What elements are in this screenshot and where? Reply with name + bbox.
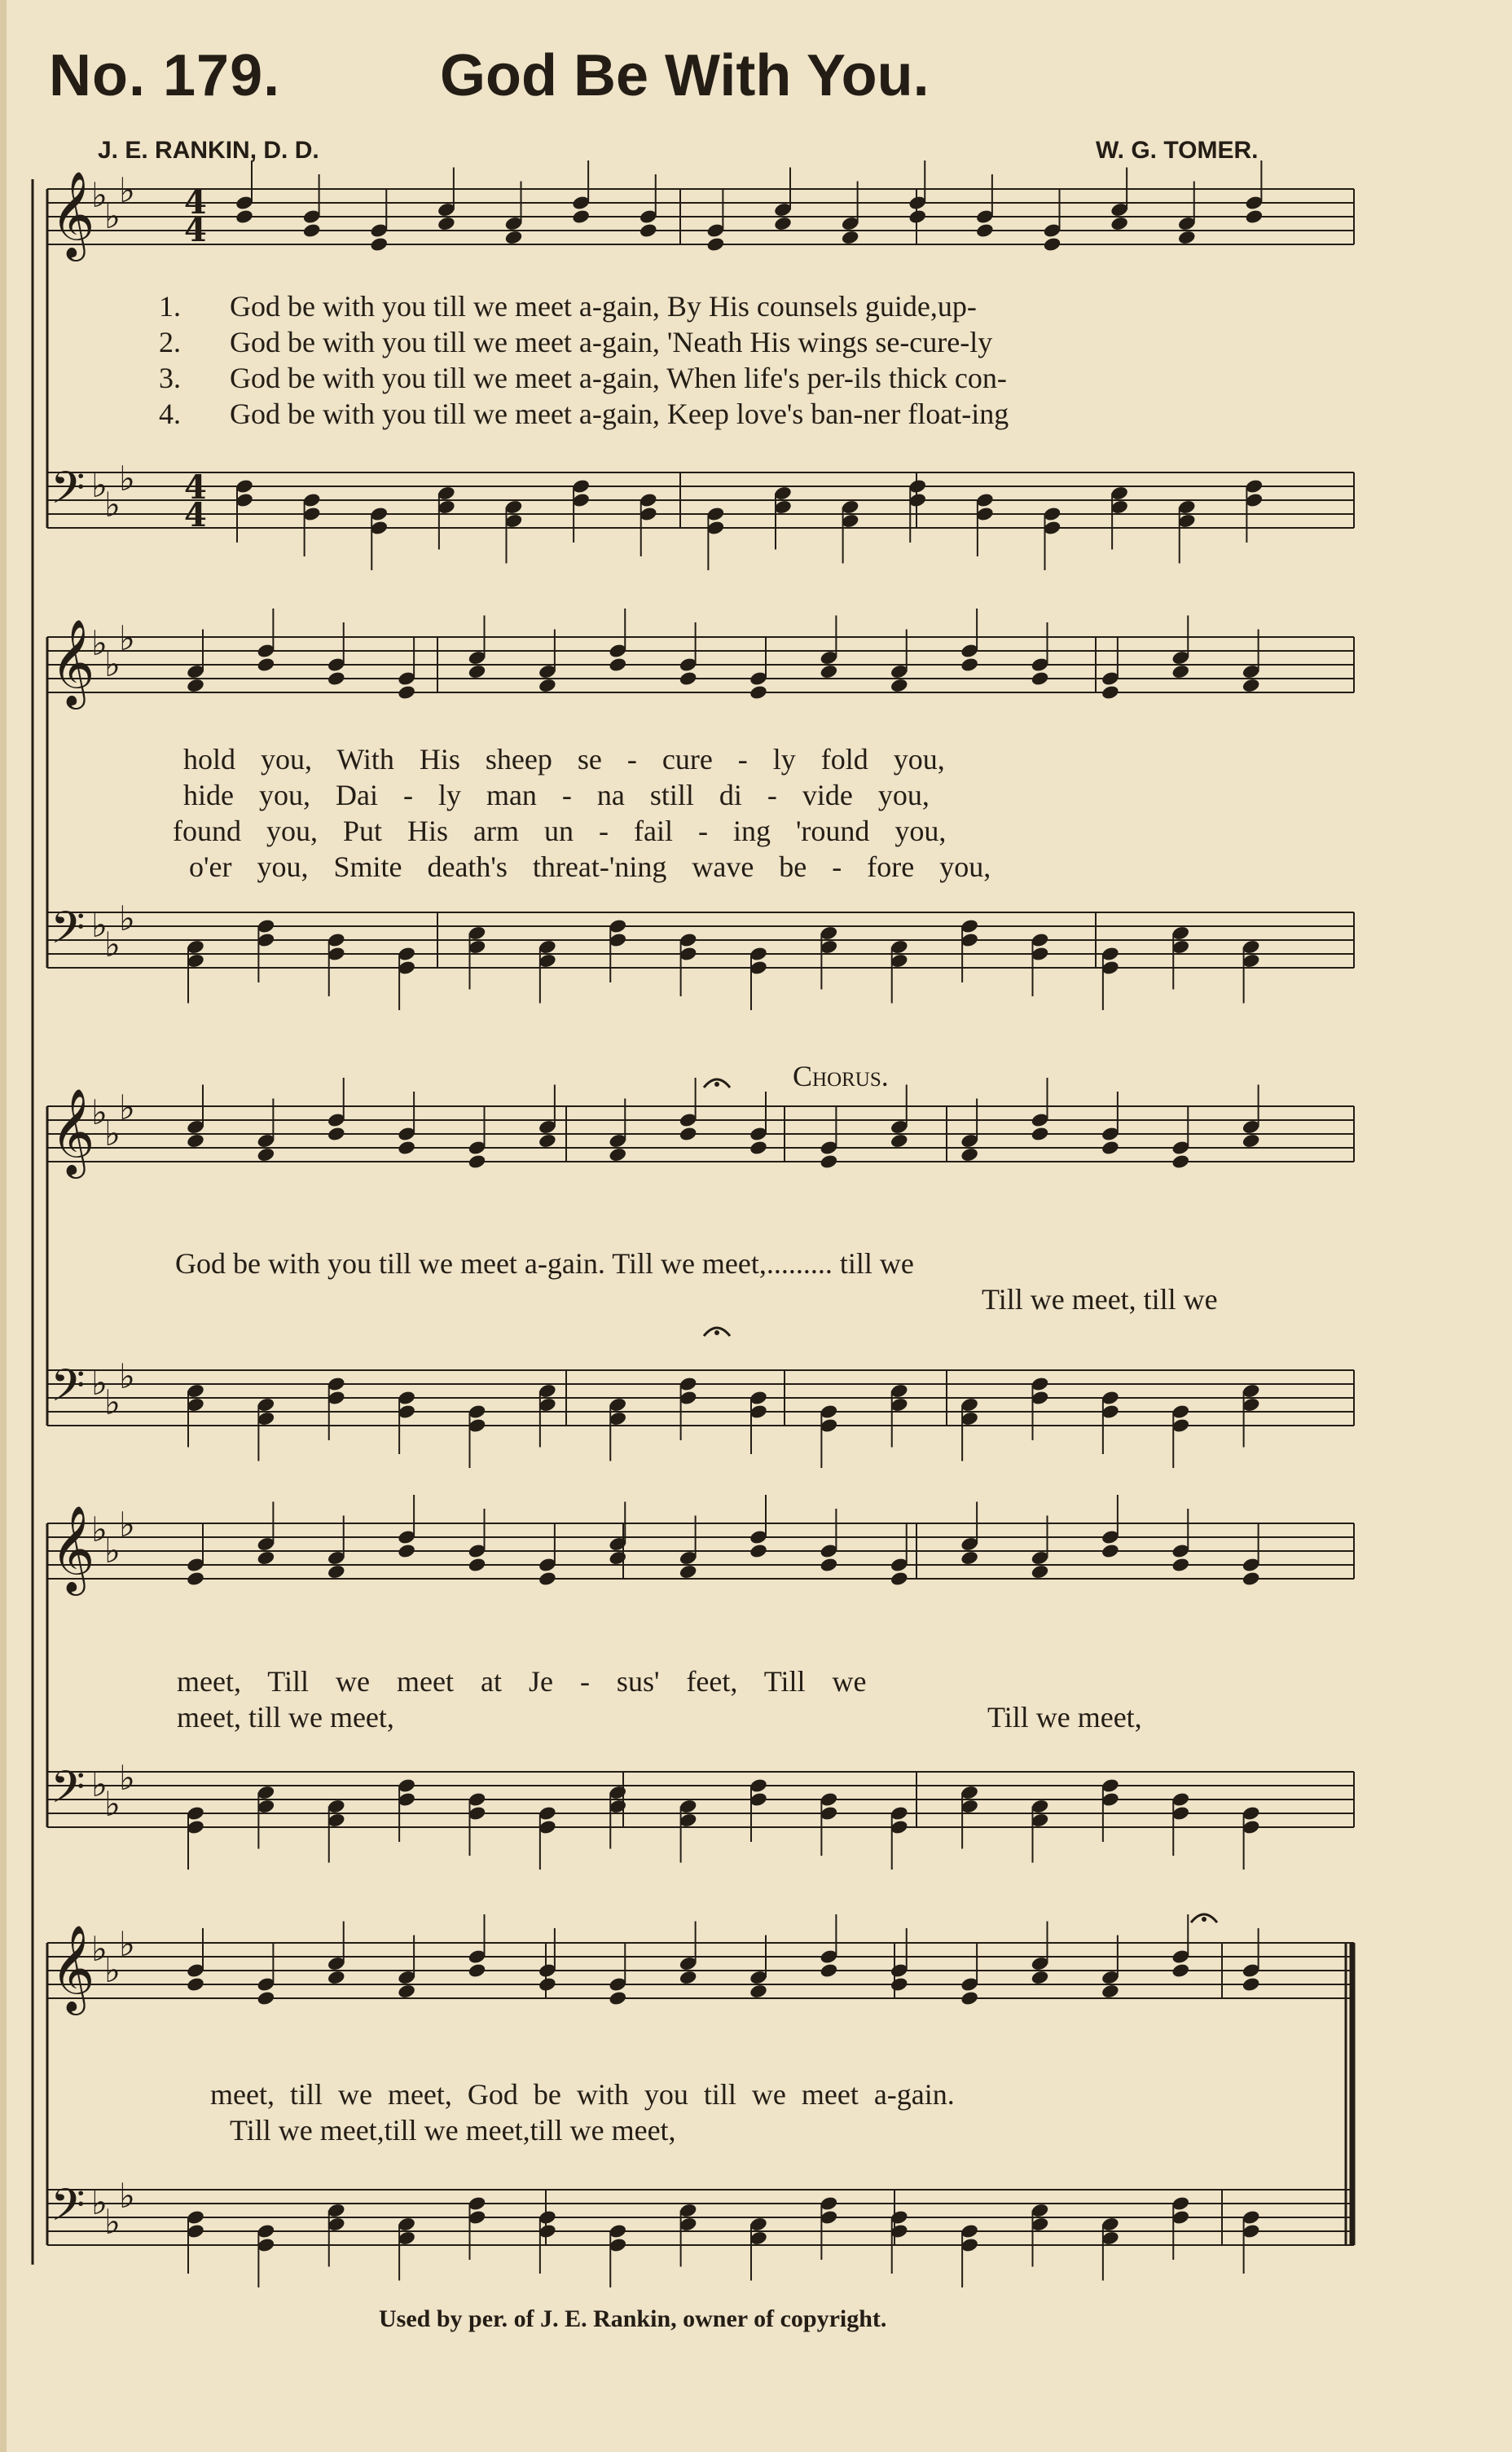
key-flat: ♭ — [119, 899, 135, 938]
note-head — [608, 1990, 627, 2006]
note-head — [1242, 1571, 1261, 1587]
note-head — [327, 670, 346, 687]
note-head — [257, 1550, 276, 1567]
note-head — [608, 1550, 627, 1567]
key-flat: ♭ — [91, 1363, 108, 1403]
note-head — [890, 678, 909, 694]
note-head — [1031, 1126, 1050, 1142]
note-head — [679, 1970, 698, 1986]
note-head — [1242, 1133, 1261, 1149]
note-head — [1171, 1962, 1190, 1979]
verse-number: 3. — [159, 362, 181, 394]
note-head — [749, 1140, 768, 1156]
fermata-dot — [714, 1082, 719, 1087]
note-head — [749, 684, 768, 701]
note-head — [890, 1133, 909, 1149]
note-head — [1171, 664, 1190, 680]
bass-clef: 𝄢 — [51, 1360, 86, 1422]
note-head — [538, 1571, 557, 1587]
key-flat: ♭ — [119, 1758, 135, 1798]
key-flat: ♭ — [119, 170, 135, 210]
verse-number: 2. — [159, 326, 181, 358]
note-head — [1031, 1564, 1050, 1580]
key-flat: ♭ — [91, 1092, 108, 1132]
note-head — [679, 1564, 698, 1580]
note-head — [327, 1126, 346, 1142]
key-flat: ♭ — [104, 1950, 121, 1990]
chorus-lyric-line: Till we meet,till we meet,till we meet, — [230, 2114, 676, 2147]
note-head — [1110, 216, 1129, 232]
treble-clef: 𝄞 — [51, 618, 95, 705]
note-head — [820, 1962, 839, 1979]
key-flat: ♭ — [119, 2176, 135, 2216]
note-head — [820, 664, 839, 680]
key-flat: ♭ — [119, 1924, 135, 1964]
note-head — [538, 1976, 557, 1993]
note-head — [1043, 236, 1062, 253]
treble-clef: 𝄞 — [51, 1088, 95, 1175]
note-head — [1171, 1557, 1190, 1573]
note-head — [538, 678, 557, 694]
key-flat: ♭ — [104, 196, 121, 236]
note-head — [960, 1990, 979, 2006]
key-flat: ♭ — [119, 459, 135, 499]
chorus-lyric-line: meet, till we meet, — [177, 1701, 394, 1734]
note-head — [1101, 684, 1120, 701]
bass-clef: 𝄢 — [51, 902, 86, 965]
key-flat: ♭ — [91, 465, 108, 505]
time-signature: 4 — [184, 211, 207, 249]
note-head — [1101, 1984, 1120, 2000]
note-head — [1242, 678, 1261, 694]
note-head — [369, 236, 389, 253]
key-flat: ♭ — [104, 1784, 121, 1824]
note-head — [890, 1976, 909, 1993]
note-head — [960, 657, 979, 673]
verse-lyric-line: God be with you till we meet a-gain, When life's per-ils thick con- — [230, 362, 1007, 394]
note-head — [257, 657, 276, 673]
verse-number: 4. — [159, 398, 181, 430]
key-flat: ♭ — [119, 618, 135, 658]
note-head — [1245, 209, 1264, 225]
note-head — [749, 1984, 768, 2000]
author-credit: J. E. RANKIN, D. D. — [98, 137, 319, 164]
note-head — [608, 657, 627, 673]
chorus-lyric-line: meet, till we meet, God be with you till we meet a-gain. — [210, 2078, 955, 2111]
verse-lyric-line: found you, Put His arm un - fail - ing 'round you, — [173, 815, 947, 847]
note-head — [257, 1147, 276, 1163]
time-signature: 4 — [184, 496, 207, 534]
note-head — [186, 1133, 205, 1149]
chorus-lyric-line: Till we meet, — [987, 1701, 1142, 1734]
verse-lyric-line: God be with you till we meet a-gain, By His counsels guide,up- — [230, 290, 977, 323]
note-head — [1171, 1153, 1190, 1170]
note-head — [468, 1962, 487, 1979]
hymn-number: No. 179. — [49, 43, 281, 108]
note-head — [960, 1550, 979, 1567]
note-head — [186, 1976, 205, 1993]
key-flat: ♭ — [119, 1356, 135, 1396]
verse-lyric-line: o'er you, Smite death's threat-'ning wave be - fore you, — [189, 850, 991, 883]
note-head — [468, 1153, 487, 1170]
note-head — [1101, 1543, 1120, 1559]
note-head — [571, 209, 591, 225]
key-flat: ♭ — [104, 1531, 121, 1571]
note-head — [890, 1571, 909, 1587]
key-flat: ♭ — [91, 2182, 108, 2222]
note-head — [468, 1557, 487, 1573]
note-head — [302, 222, 322, 239]
note-head — [397, 1984, 416, 2000]
key-flat: ♭ — [91, 175, 108, 215]
treble-clef: 𝄞 — [51, 170, 95, 257]
key-flat: ♭ — [119, 1505, 135, 1545]
chorus-lyric-line: Till we meet, till we — [982, 1283, 1218, 1316]
note-head — [820, 1557, 839, 1573]
bass-clef: 𝄢 — [51, 2179, 86, 2242]
note-head — [186, 1571, 205, 1587]
note-head — [749, 1543, 768, 1559]
note-head — [1031, 670, 1050, 687]
copyright-footer: Used by per. of J. E. Rankin, owner of copyright. — [379, 2305, 887, 2332]
note-head — [397, 1140, 416, 1156]
note-head — [1242, 1976, 1261, 1993]
composer-credit: W. G. TOMER. — [1096, 137, 1259, 164]
key-flat: ♭ — [104, 925, 121, 965]
note-head — [504, 230, 524, 246]
time-signature: 4 — [184, 183, 207, 222]
note-head — [679, 670, 698, 687]
note-head — [186, 678, 205, 694]
time-signature: 4 — [184, 468, 207, 507]
note-head — [908, 209, 927, 225]
note-head — [397, 1543, 416, 1559]
note-head — [706, 236, 726, 253]
note-head — [639, 222, 658, 239]
verse-number: 1. — [159, 290, 181, 323]
bass-clef: 𝄢 — [51, 462, 86, 525]
note-head — [257, 1990, 276, 2006]
fermata-dot — [714, 1330, 719, 1335]
key-flat: ♭ — [104, 485, 121, 525]
note-head — [679, 1126, 698, 1142]
note-head — [538, 1133, 557, 1149]
note-head — [1031, 1970, 1050, 1986]
note-head — [841, 230, 860, 246]
note-head — [820, 1153, 839, 1170]
key-flat: ♭ — [91, 623, 108, 663]
note-head — [235, 209, 254, 225]
note-head — [960, 1147, 979, 1163]
note-head — [468, 664, 487, 680]
key-flat: ♭ — [91, 1509, 108, 1549]
note-head — [773, 216, 793, 232]
note-head — [1101, 1140, 1120, 1156]
key-flat: ♭ — [104, 1114, 121, 1153]
key-flat: ♭ — [104, 1382, 121, 1422]
hymn-title: God Be With You. — [440, 43, 930, 108]
key-flat: ♭ — [91, 905, 108, 945]
note-head — [608, 1147, 627, 1163]
note-head — [397, 684, 416, 701]
treble-clef: 𝄞 — [51, 1924, 95, 2011]
fermata-dot — [1202, 1917, 1207, 1922]
key-flat: ♭ — [91, 1764, 108, 1804]
note-head — [1177, 230, 1197, 246]
note-head — [327, 1564, 346, 1580]
key-flat: ♭ — [119, 1088, 135, 1127]
verse-lyric-line: hold you, With His sheep se - cure - ly fold you, — [183, 743, 945, 776]
note-head — [437, 216, 456, 232]
key-flat: ♭ — [104, 2202, 121, 2242]
chorus-lyric-line: God be with you till we meet a-gain. Till we meet,......... till we — [175, 1247, 914, 1280]
bass-clef: 𝄢 — [51, 1761, 86, 1824]
chorus-label: Chorus. — [793, 1060, 889, 1092]
verse-lyric-line: God be with you till we meet a-gain, Keep love's ban-ner float-ing — [230, 398, 1009, 430]
verse-lyric-line: God be with you till we meet a-gain, 'Neath His wings se-cure-ly — [230, 326, 993, 358]
chorus-lyric-line: meet, Till we meet at Je - sus' feet, Till we — [177, 1665, 867, 1698]
note-head — [327, 1970, 346, 1986]
key-flat: ♭ — [104, 644, 121, 684]
verse-lyric-line: hide you, Dai - ly man - na still di - vide you, — [183, 779, 930, 811]
treble-clef: 𝄞 — [51, 1505, 95, 1592]
note-head — [975, 222, 995, 239]
key-flat: ♭ — [91, 1929, 108, 1969]
